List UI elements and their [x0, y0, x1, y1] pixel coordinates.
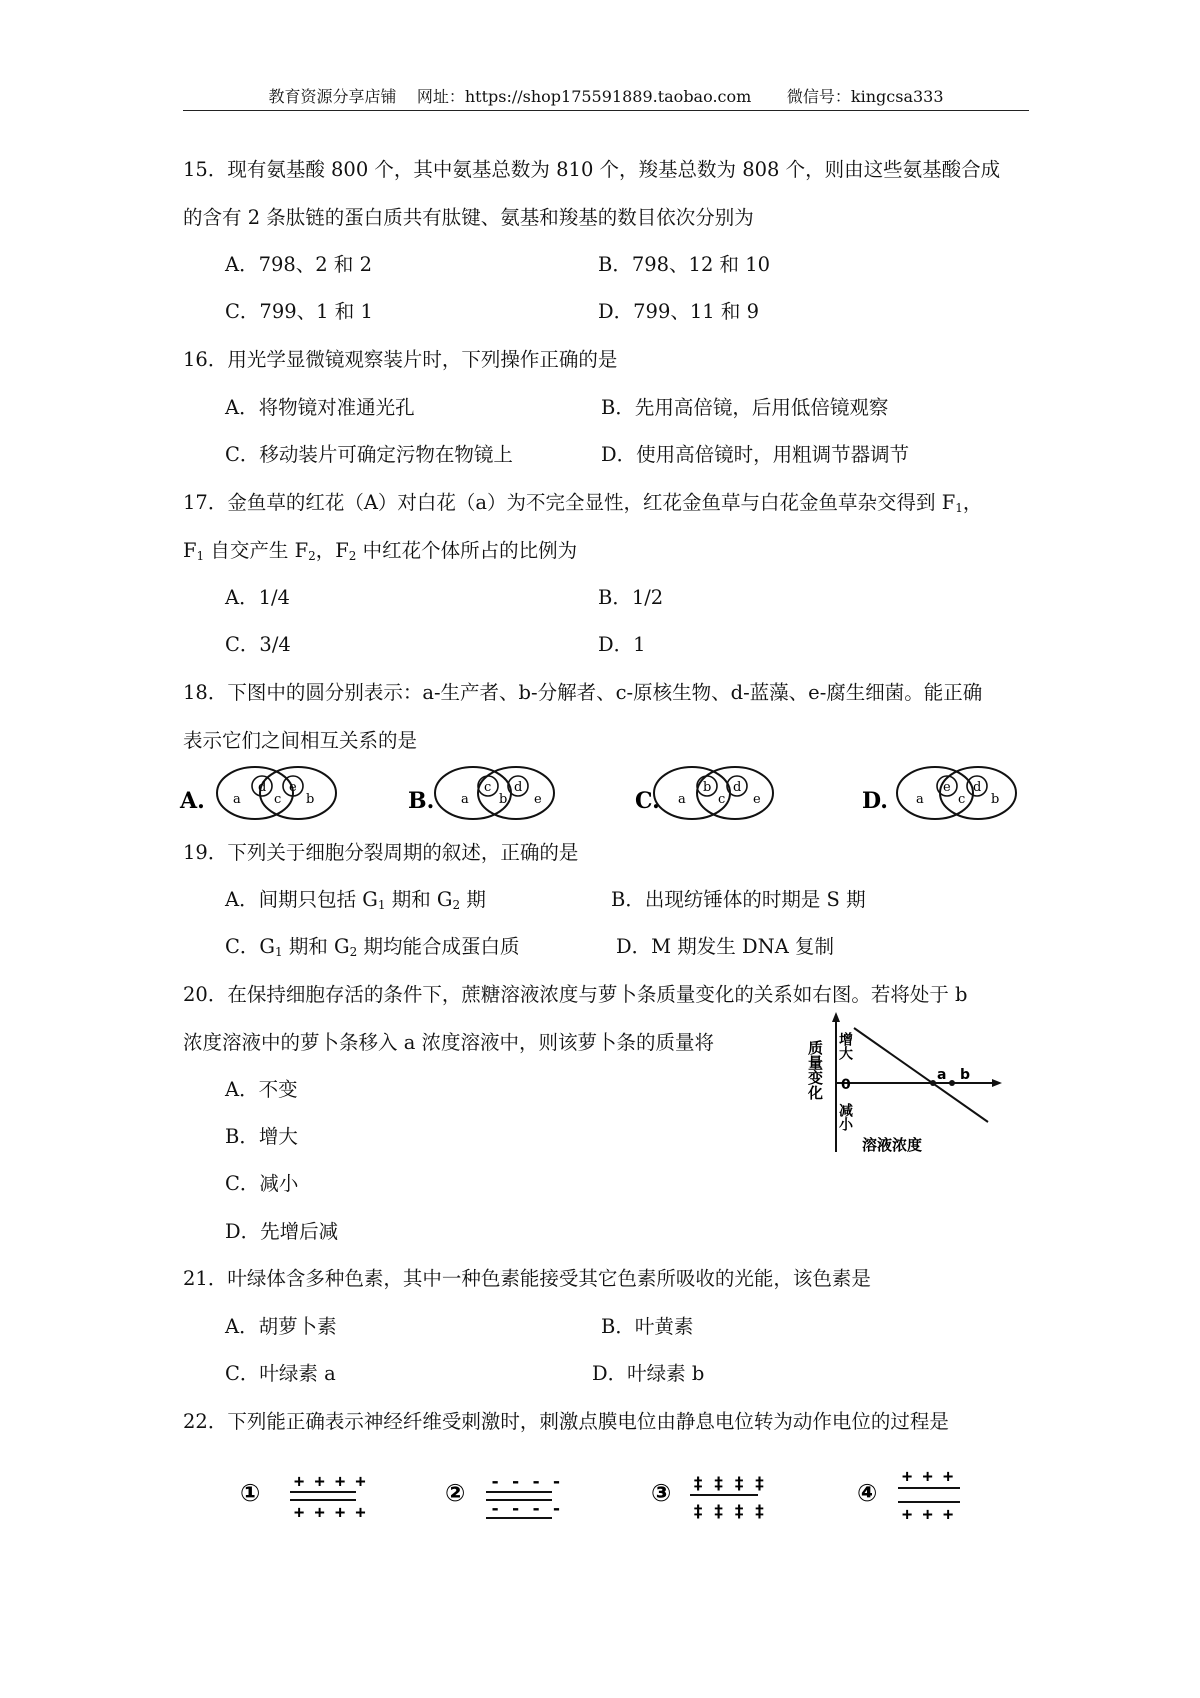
- q22-figure-2-label: ②: [445, 1479, 466, 1507]
- q21-option-a[interactable]: A．胡萝卜素: [225, 1315, 337, 1338]
- q19-option-b[interactable]: B．出现纺锤体的时期是 S 期: [611, 888, 866, 911]
- q18-venn-option-b[interactable]: [408, 767, 554, 819]
- q22-figure-3-top: ‡ ‡ ‡ ‡: [693, 1474, 765, 1494]
- venn-a-letter-5: b: [306, 792, 315, 807]
- q20-graph-label-a: a: [937, 1067, 947, 1083]
- q20-graph-point-a: [930, 1080, 936, 1086]
- q15-option-d[interactable]: D．799、11 和 9: [598, 300, 759, 323]
- venn-a-letter-3: c: [274, 792, 282, 807]
- q20-graph-y-zero: 0: [841, 1077, 851, 1093]
- q20-graph: [800, 1010, 1010, 1160]
- q16-option-c[interactable]: C．移动装片可确定污物在物镜上: [225, 443, 513, 466]
- header-shop: 教育资源分享店铺: [268, 87, 397, 106]
- q15-option-c[interactable]: C．799、1 和 1: [225, 300, 373, 323]
- q22-figure-3[interactable]: [651, 1474, 765, 1522]
- venn-d-letter-1: a: [916, 792, 924, 807]
- q22-membrane-figures: [238, 1462, 978, 1532]
- venn-b-letter-1: a: [461, 792, 469, 807]
- venn-a-letter-1: a: [233, 792, 241, 807]
- venn-a-letter-4: e: [289, 780, 297, 795]
- venn-label-b: B.: [408, 788, 435, 814]
- q16-stem: 16．用光学显微镜观察装片时，下列操作正确的是: [183, 348, 618, 371]
- page-header: [183, 86, 1029, 108]
- q21-option-b[interactable]: B．叶黄素: [601, 1315, 694, 1338]
- q15-stem-line2: 的含有 2 条肽链的蛋白质共有肽键、氨基和羧基的数目依次分别为: [183, 206, 754, 229]
- q21-option-d[interactable]: D．叶绿素 b: [592, 1362, 705, 1385]
- q20-graph-point-b: [949, 1080, 955, 1086]
- header-site-url[interactable]: https://shop175591889.taobao.com: [464, 87, 752, 106]
- header-wechat-label: 微信号：: [786, 87, 851, 106]
- venn-a-letter-2: d: [258, 780, 267, 795]
- q20-option-c[interactable]: C．减小: [225, 1172, 299, 1195]
- venn-d-letter-4: d: [973, 780, 982, 795]
- venn-c-letter-4: d: [733, 780, 742, 795]
- q20-graph-ylabel: 质量变化: [806, 1040, 824, 1100]
- q15-option-b[interactable]: B．798、12 和 10: [598, 253, 771, 276]
- q22-figure-1-top: + + + +: [294, 1472, 366, 1492]
- q17-option-c[interactable]: C．3/4: [225, 633, 291, 656]
- q22-figure-2-bottom: - - - -: [490, 1499, 562, 1519]
- q20-graph-y-up: 增大: [837, 1032, 853, 1060]
- q17-option-d[interactable]: D．1: [598, 633, 646, 656]
- venn-c-letter-1: a: [678, 792, 686, 807]
- venn-label-d: D.: [862, 788, 888, 814]
- q22-figure-4-top: + + +: [902, 1467, 954, 1487]
- q19-option-c[interactable]: C．$G_1$ 期和 $G_2$ 期均能合成蛋白质: [225, 935, 520, 959]
- q20-stem-line1: 20．在保持细胞存活的条件下，蔗糖溶液浓度与萝卜条质量变化的关系如右图。若将处于 b: [183, 983, 968, 1006]
- q20-option-a[interactable]: A．不变: [225, 1078, 298, 1101]
- venn-b-letter-4: d: [514, 780, 523, 795]
- q21-stem: 21．叶绿体含多种色素，其中一种色素能接受其它色素所吸收的光能，该色素是: [183, 1267, 871, 1290]
- venn-d-letter-3: c: [958, 792, 966, 807]
- q20-graph-y-down: 减小: [837, 1103, 853, 1131]
- q20-stem-line2: 浓度溶液中的萝卜条移入 a 浓度溶液中，则该萝卜条的质量将: [183, 1031, 715, 1054]
- q18-venn-option-a[interactable]: [179, 767, 336, 819]
- q16-option-b[interactable]: B．先用高倍镜，后用低倍镜观察: [601, 396, 889, 419]
- venn-d-letter-2: e: [943, 780, 951, 795]
- q20-graph-xlabel: 溶液浓度: [862, 1136, 923, 1154]
- venn-c-letter-5: e: [753, 792, 761, 807]
- q18-venn-option-d[interactable]: [862, 767, 1016, 819]
- q17-stem-line1: 17．金鱼草的红花（A）对白花（a）为不完全显性，红花金鱼草与白花金鱼草杂交得到 $F_1$，: [183, 491, 983, 515]
- q15-stem-line1: 15．现有氨基酸 800 个，其中氨基总数为 810 个，羧基总数为 808 个，则由这些氨基酸合成: [183, 158, 1001, 181]
- q19-stem: 19．下列关于细胞分裂周期的叙述，正确的是: [183, 841, 579, 864]
- q22-figure-1-label: ①: [240, 1479, 261, 1507]
- q21-option-c[interactable]: C．叶绿素 a: [225, 1362, 336, 1385]
- venn-b-letter-2: c: [484, 780, 492, 795]
- q22-figure-4-label: ④: [857, 1479, 878, 1507]
- header-wechat-id: kingcsa333: [850, 87, 944, 106]
- q20-option-d[interactable]: D．先增后减: [225, 1220, 339, 1243]
- venn-b-letter-3: b: [499, 792, 508, 807]
- venn-d-letter-5: b: [991, 792, 1000, 807]
- q17-option-a[interactable]: A．1/4: [225, 586, 290, 609]
- q17-option-b[interactable]: B．1/2: [598, 586, 664, 609]
- q22-figure-1[interactable]: [240, 1472, 366, 1523]
- venn-b-letter-5: e: [534, 792, 542, 807]
- q16-option-d[interactable]: D．使用高倍镜时，用粗调节器调节: [601, 443, 910, 466]
- header-rule: [183, 110, 1029, 111]
- q19-option-d[interactable]: D．M 期发生 DNA 复制: [616, 935, 834, 958]
- q22-figure-2-top: - - - -: [490, 1472, 562, 1492]
- q19-option-a[interactable]: A．间期只包括 $G_1$ 期和 $G_2$ 期: [225, 888, 486, 912]
- q18-venn-figures: [180, 762, 1040, 824]
- q22-stem: 22．下列能正确表示神经纤维受刺激时，刺激点膜电位由静息电位转为动作电位的过程是: [183, 1410, 949, 1433]
- q22-figure-3-label: ③: [651, 1479, 672, 1507]
- venn-label-a: A.: [180, 788, 205, 814]
- q15-option-a[interactable]: A．798、2 和 2: [225, 253, 373, 276]
- q22-figure-4[interactable]: [857, 1467, 960, 1525]
- q17-stem-line2: $F_1$ 自交产生 $F_2$，$F_2$ 中红花个体所占的比例为: [183, 539, 578, 563]
- q20-graph-label-b: b: [960, 1067, 971, 1083]
- q18-venn-option-c[interactable]: [635, 767, 773, 819]
- q22-figure-3-bottom: ‡ ‡ ‡ ‡: [693, 1502, 765, 1522]
- q20-option-b[interactable]: B．增大: [225, 1125, 298, 1148]
- header-site-label: 网址：: [416, 87, 465, 106]
- venn-c-letter-3: c: [718, 792, 726, 807]
- q16-option-a[interactable]: A．将物镜对准通光孔: [225, 396, 415, 419]
- q22-figure-4-bottom: + + +: [902, 1505, 954, 1525]
- q22-figure-1-bottom: + + + +: [294, 1503, 366, 1523]
- q18-stem-line2: 表示它们之间相互关系的是: [183, 729, 418, 752]
- venn-label-c: C.: [635, 788, 660, 814]
- venn-c-letter-2: b: [703, 780, 712, 795]
- q18-stem-line1: 18．下图中的圆分别表示：a-生产者、b-分解者、c-原核生物、d-蓝藻、e-腐生细菌。能正确: [183, 681, 983, 704]
- q22-figure-2[interactable]: [445, 1472, 562, 1519]
